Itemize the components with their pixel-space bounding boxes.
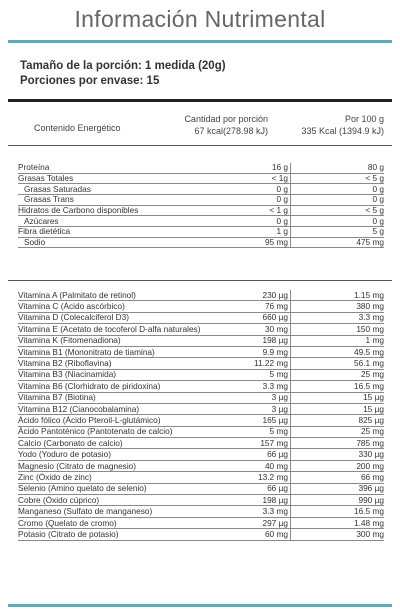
per-100g-value: < 5 g [365, 172, 384, 183]
per-100g-value: 475 mg [356, 236, 384, 247]
table-row [18, 449, 384, 460]
per-serving-value: 660 µg [262, 312, 288, 323]
nutrient-table [18, 163, 384, 248]
vitamin-mineral-table [18, 290, 384, 541]
table-row [18, 206, 384, 217]
per-serving-value: 5 mg [269, 369, 288, 380]
nutrient-name: Zinc (Óxido de zinc) [18, 472, 92, 482]
per-100g-value: 785 mg [356, 437, 384, 448]
nutrient-name: Ácido Pantoténico (Pantotenato de calcio) [18, 427, 173, 437]
nutrient-name: Vitamina B2 (Riboflavina) [18, 359, 112, 369]
serving-size: Tamaño de la porción: 1 medida (20g) [20, 60, 226, 72]
per-serving-value: 9.9 mg [262, 346, 288, 357]
table-row [18, 195, 384, 206]
per-serving-value: 13.2 mg [258, 471, 288, 482]
per-100g-value: 990 µg [358, 494, 384, 505]
per-100g-value: 150 mg [356, 323, 384, 334]
per-serving-heading: Cantidad por porción [184, 114, 268, 124]
per-serving-value: 3.3 mg [262, 380, 288, 391]
nutrient-name: Vitamina B12 (Cianocobalamina) [18, 404, 140, 414]
nutrient-name: Vitamina B7 (Biotina) [18, 393, 96, 403]
nutrient-name: Fibra dietética [18, 227, 71, 237]
per-100g-value: 5 g [372, 226, 384, 237]
per-serving-value: 0 g [276, 183, 288, 194]
per-serving-value: 95 mg [264, 236, 288, 247]
top-accent-divider [8, 40, 392, 43]
per-serving-value: 1 g [276, 226, 288, 237]
per-100g-value: 3.3 mg [358, 312, 384, 323]
per-100g-value: 80 g [367, 162, 384, 173]
nutrient-name: Ácido fólico (Ácido Pteroil-L-glutámico) [18, 415, 161, 425]
nutrient-name: Cromo (Quelato de cromo) [18, 518, 117, 528]
table-row [18, 427, 384, 438]
bottom-accent-divider [8, 604, 392, 607]
per-serving-value: 66 µg [267, 449, 288, 460]
per-serving-value: 165 µg [262, 414, 288, 425]
table-row [18, 370, 384, 381]
nutrient-name: Vitamina C (Ácido ascórbico) [18, 302, 125, 312]
per-100g-value: 200 mg [356, 460, 384, 471]
per-serving-value: 157 mg [260, 437, 288, 448]
per-serving-value: 198 µg [262, 335, 288, 346]
nutrient-name: Hidratos de Carbono disponibles [18, 205, 139, 215]
per-100g-value: 56.1 mg [354, 358, 384, 369]
table-row [18, 393, 384, 404]
energy-divider [8, 145, 392, 146]
nutrient-name: Vitamina D (Colecalciferol D3) [18, 313, 129, 323]
table-row [18, 174, 384, 185]
table-row [18, 313, 384, 324]
per-serving-value: 3 µg [271, 392, 288, 403]
nutrient-name: Selenio (Amino quelato de selenio) [18, 484, 147, 494]
table-row [18, 404, 384, 415]
per-100g-value: 380 mg [356, 301, 384, 312]
per-100g-value: 16.5 mg [354, 380, 384, 391]
table-row [18, 472, 384, 483]
table-row [18, 358, 384, 369]
vitamins-divider [8, 280, 392, 281]
per-serving-value: 76 mg [264, 301, 288, 312]
table-row [18, 495, 384, 506]
nutrient-name: Vitamina B3 (Niacinamida) [18, 370, 117, 380]
per-100g-value: 825 µg [358, 414, 384, 425]
per-100g-value: 49.5 mg [354, 346, 384, 357]
nutrient-name: Vitamina B6 (Clorhidrato de piridoxina) [18, 381, 161, 391]
table-row [18, 336, 384, 347]
per-100g-value: 1.15 mg [354, 289, 384, 300]
page-title: Información Nutrimental [74, 6, 326, 32]
per-100g-value: 25 mg [360, 426, 384, 437]
table-row [18, 347, 384, 358]
nutrient-name: Proteína [18, 163, 50, 173]
table-row [18, 216, 384, 227]
per-serving-value: 5 mg [269, 426, 288, 437]
per-serving-value: 16 g [271, 162, 288, 173]
per-100g-value: 15 µg [363, 403, 384, 414]
table-row [18, 518, 384, 529]
table-row [18, 227, 384, 238]
per-100g-value: 0 g [372, 215, 384, 226]
table-row [18, 506, 384, 517]
per-serving-value: 3.3 mg [262, 506, 288, 517]
nutrient-name: Vitamina E (Acetato de tocoferol D-alfa naturales) [18, 324, 201, 334]
per-100g-heading: Por 100 g [344, 114, 384, 124]
nutrient-name: Calcio (Carbonato de calcio) [18, 438, 123, 448]
table-row [18, 438, 384, 449]
per-100g-value: 0 g [372, 183, 384, 194]
per-serving-value: 11.22 mg [254, 358, 288, 369]
nutrient-name: Potasio (Citrato de potasio) [18, 529, 119, 539]
table-row [18, 529, 384, 540]
nutrient-name: Grasas Saturadas [24, 184, 91, 194]
nutrient-name: Cobre (Óxido cúprico) [18, 495, 100, 505]
nutrient-name: Grasas Trans [24, 195, 74, 205]
per-100g-value: < 5 g [365, 204, 384, 215]
per-100g-energy: 335 Kcal (1394.9 kJ) [301, 126, 384, 136]
table-row [18, 381, 384, 392]
per-100g-value: 396 µg [358, 483, 384, 494]
table-row [18, 238, 384, 249]
per-100g-value: 1 mg [365, 335, 384, 346]
table-row [18, 484, 384, 495]
table-row [18, 163, 384, 174]
energy-label: Contenido Energético [34, 123, 121, 133]
nutrient-name: Vitamina B1 (Mononitrato de tiamina) [18, 347, 155, 357]
header-divider [8, 99, 392, 102]
table-row [18, 324, 384, 335]
table-row [18, 415, 384, 426]
per-serving-value: 60 mg [264, 528, 288, 539]
per-100g-value: 66 mg [360, 471, 384, 482]
per-serving-value: 66 µg [267, 483, 288, 494]
nutrient-name: Yodo (Yoduro de potasio) [18, 450, 112, 460]
per-serving-value: 40 mg [264, 460, 288, 471]
per-serving-value: 0 g [276, 215, 288, 226]
per-100g-value: 15 µg [363, 392, 384, 403]
nutrient-name: Vitamina K (Fitomenadiona) [18, 336, 121, 346]
per-100g-value: 330 µg [358, 449, 384, 460]
per-100g-value: 1.48 mg [354, 517, 384, 528]
table-row [18, 461, 384, 472]
per-100g-value: 16.5 mg [354, 506, 384, 517]
per-serving-value: 198 µg [262, 494, 288, 505]
per-serving-value: 30 mg [264, 323, 288, 334]
table-row [18, 290, 384, 301]
per-100g-header [292, 113, 384, 137]
per-serving-value: 297 µg [262, 517, 288, 528]
per-serving-value: < 1g [271, 172, 288, 183]
per-100g-value: 25 mg [360, 369, 384, 380]
per-100g-value: 300 mg [356, 528, 384, 539]
nutrient-name: Sodio [24, 237, 46, 247]
per-serving-energy: 67 kcal(278.98 kJ) [194, 126, 268, 136]
per-serving-value: 3 µg [271, 403, 288, 414]
per-serving-value: < 1 g [269, 204, 288, 215]
nutrient-name: Manganeso (Sulfato de manganeso) [18, 507, 153, 517]
nutrient-name: Grasas Totales [18, 173, 74, 183]
per-100g-value: 0 g [372, 194, 384, 205]
nutrient-name: Vitamina A (Palmitato de retinol) [18, 290, 136, 300]
per-serving-value: 0 g [276, 194, 288, 205]
per-serving-value: 230 µg [262, 289, 288, 300]
table-row [18, 301, 384, 312]
nutrient-name: Magnesio (Citrato de magnesio) [18, 461, 137, 471]
servings-per-container: Porciones por envase: 15 [20, 75, 160, 87]
per-serving-header [178, 113, 268, 137]
nutrient-name: Azúcares [24, 216, 59, 226]
table-row [18, 184, 384, 195]
